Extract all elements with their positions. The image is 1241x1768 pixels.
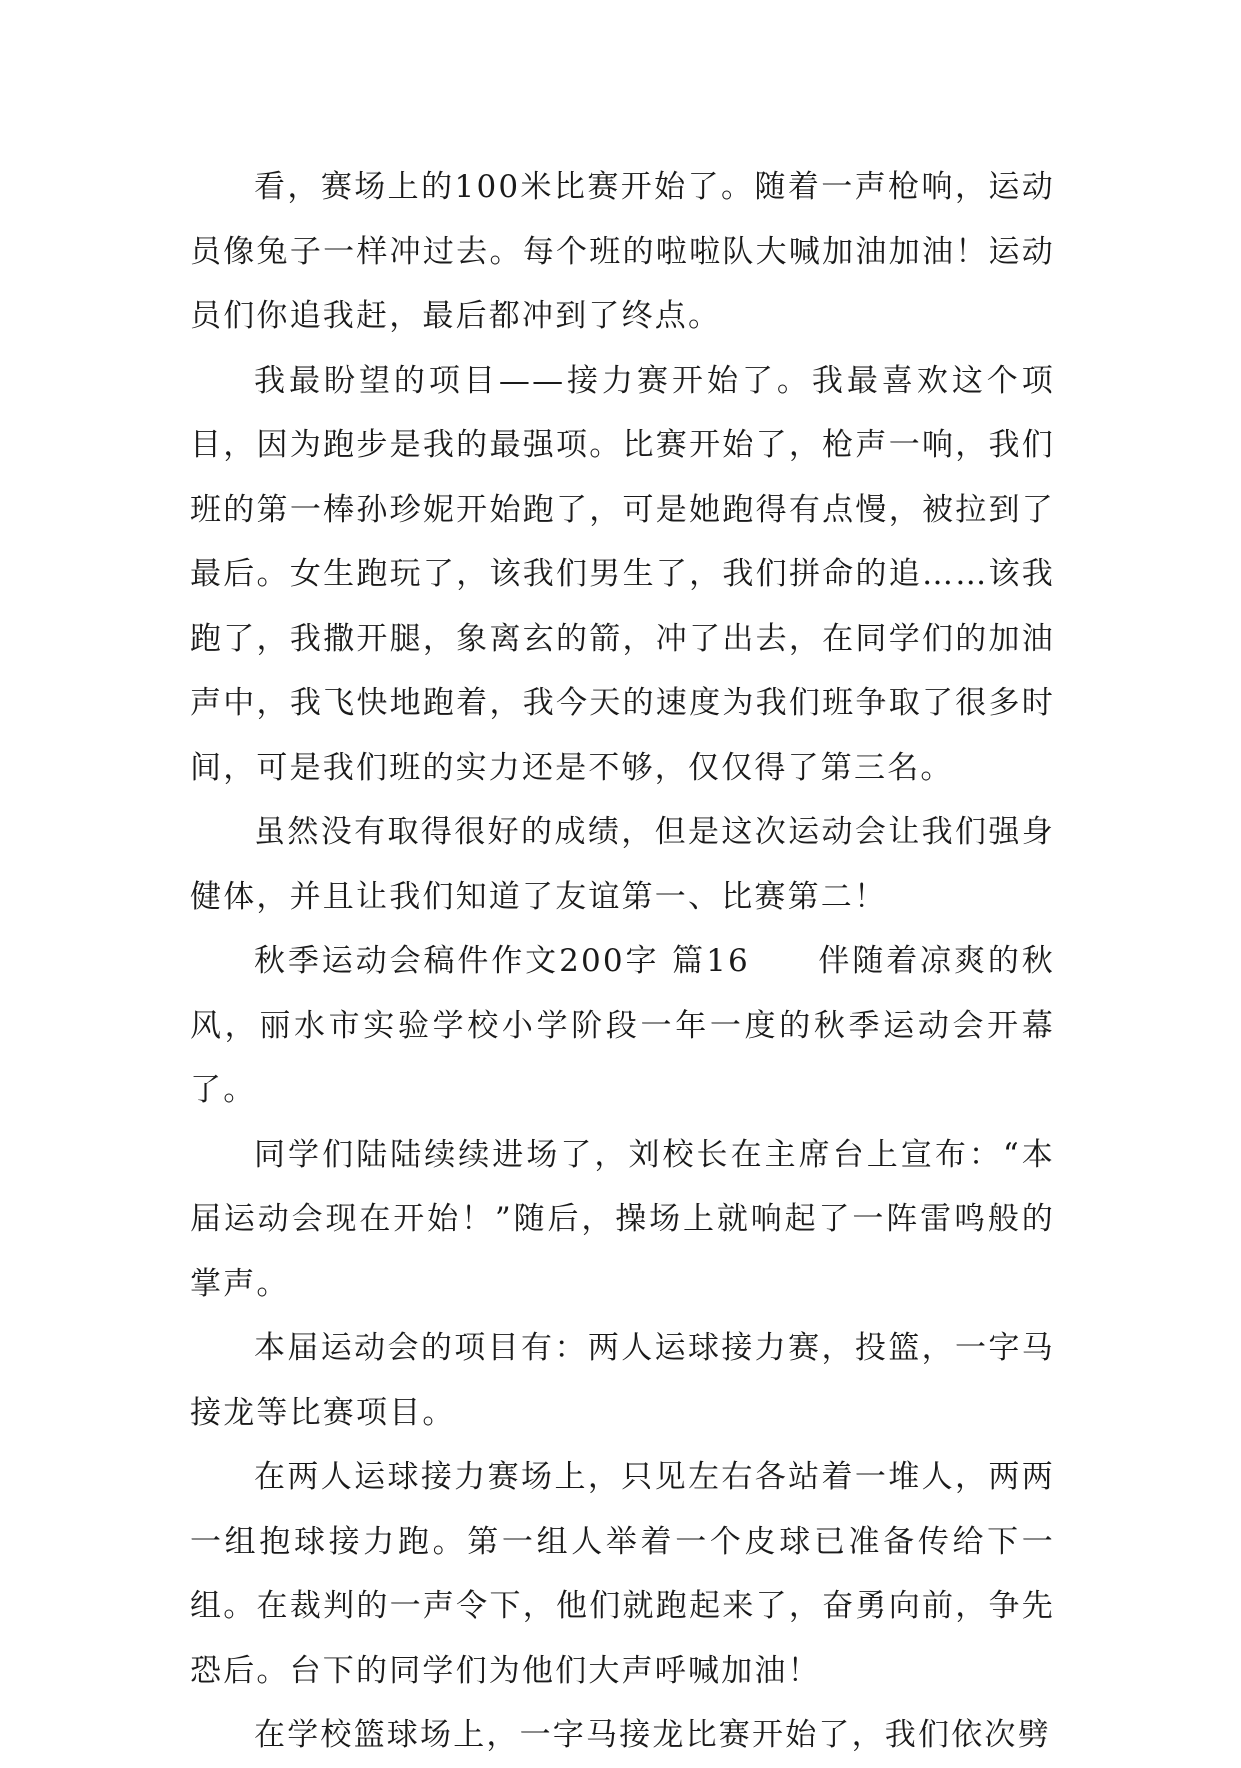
paragraph-100m-race: 看，赛场上的100米比赛开始了。随着一声枪响，运动员像兔子一样冲过去。每个班的啦啦队大喊加油加油！运动员们你追我赶，最后都冲到了终点。 (190, 169, 1055, 334)
paragraph-relay-race: 我最盼望的项目——接力赛开始了。我最喜欢这个项目，因为跑步是我的最强项。比赛开始了，枪声一响，我们班的第一棒孙珍妮开始跑了，可是她跑得有点慢，被拉到了最后。女生跑玩了，该我们男生了，我们拼命的追……该我跑了，我撒开腿，象离玄的箭，冲了出去，在同学们的加油声中，我飞快地跑着，我今天的速度为我们班争取了很多时间，可是我们班的实力还是不够，仅仅得了第三名。 (190, 362, 1055, 786)
paragraph-events-list: 本届运动会的项目有：两人运球接力赛，投篮，一字马接龙等比赛项目。 (190, 1330, 1055, 1431)
document-body (190, 155, 1055, 1768)
paragraph-ball-relay: 在两人运球接力赛场上，只见左右各站着一堆人，两两一组抱球接力跑。第一组人举着一个皮球已准备传给下一组。在裁判的一声令下，他们就跑起来了，奋勇向前，争先恐后。台下的同学们为他们大声呼喊加油！ (190, 1459, 1055, 1689)
paragraph-conclusion: 虽然没有取得很好的成绩，但是这次运动会让我们强身健体，并且让我们知道了友谊第一、比赛第二！ (190, 814, 1055, 915)
paragraph-essay-16-intro: 秋季运动会稿件作文200字 篇16 伴随着凉爽的秋风，丽水市实验学校小学阶段一年一度的秋季运动会开幕了。 (190, 943, 1055, 1108)
paragraph-opening-ceremony: 同学们陆陆续续进场了，刘校长在主席台上宣布：“本届运动会现在开始！”随后，操场上就响起了一阵雷鸣般的掌声。 (190, 1136, 1055, 1302)
paragraph-splits-relay: 在学校篮球场上，一字马接龙比赛开始了，我们依次劈 (254, 1717, 1051, 1753)
